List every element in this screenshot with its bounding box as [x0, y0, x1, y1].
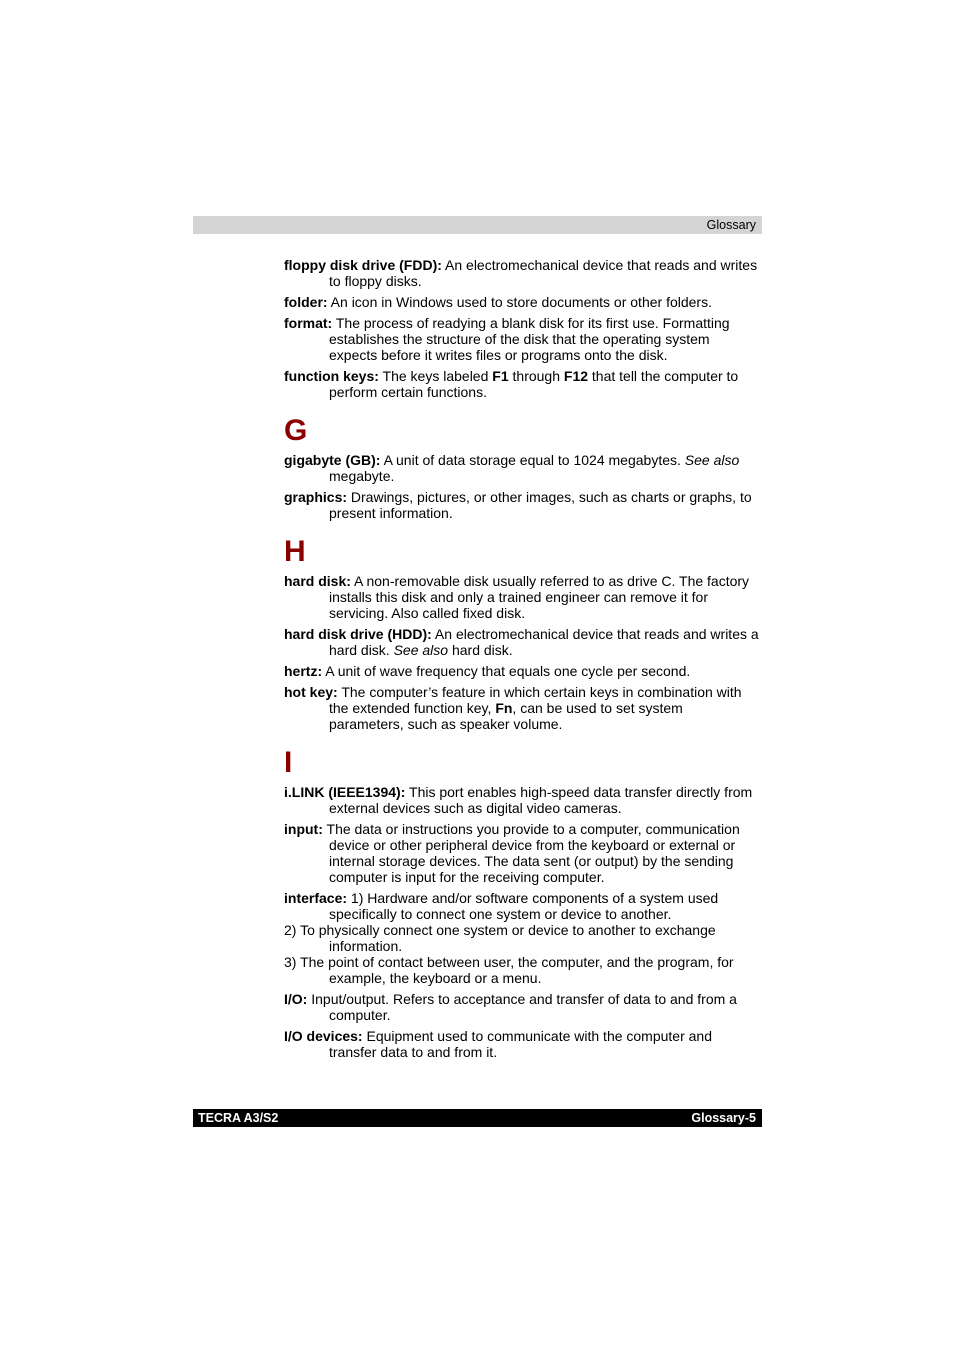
entry-term: hertz:: [284, 663, 323, 679]
entry-term: folder:: [284, 294, 328, 310]
entry-definition: An electromechanical device that reads and writes a hard disk.: [329, 626, 759, 658]
see-also: See also: [393, 642, 449, 658]
entry-definition: through: [508, 368, 564, 384]
glossary-entry-hard-disk: [284, 573, 761, 621]
key-name: F1: [492, 368, 509, 384]
entry-definition: The process of readying a blank disk for its first use. Formatting establishes the structure of the disk that the operating system expects before it writes files or programs onto the disk.: [329, 315, 730, 363]
glossary-entry-hot-key: [284, 684, 761, 732]
key-name: Fn: [495, 700, 513, 716]
glossary-entry-gigabyte: [284, 452, 761, 484]
glossary-entry-input: [284, 821, 761, 885]
entry-definition: An electromechanical device that reads and writes to floppy disks.: [329, 257, 758, 289]
glossary-entry-hard-disk-drive: [284, 626, 761, 658]
entry-term: function keys:: [284, 368, 379, 384]
running-footer: [193, 1109, 762, 1127]
entry-definition-part-3: 3) The point of contact between user, the computer, and the program, for example, the keyboard or a menu.: [284, 954, 734, 986]
entry-term: interface:: [284, 890, 348, 906]
entry-term: floppy disk drive (FDD):: [284, 257, 442, 273]
glossary-content: [284, 257, 761, 1065]
entry-definition: A non-removable disk usually referred to as drive C. The factory installs this disk and only a trained engineer can remove it for servicing. Also called fixed disk.: [329, 573, 750, 621]
entry-definition: that tell the computer to perform certain functions.: [329, 368, 739, 400]
entry-term: gigabyte (GB):: [284, 452, 381, 468]
section-letter-h: H: [284, 535, 306, 568]
footer-page-number: Glossary-5: [691, 1111, 756, 1125]
entry-term: graphics:: [284, 489, 348, 505]
entry-definition: A unit of wave frequency that equals one cycle per second.: [322, 663, 691, 679]
entry-term: hard disk drive (HDD):: [284, 626, 432, 642]
key-name: F12: [563, 368, 589, 384]
entry-definition: This port enables high-speed data transfer directly from external devices such as digital video cameras.: [329, 784, 753, 816]
glossary-entry-ilink: [284, 784, 761, 816]
running-header: [193, 216, 762, 234]
section-letter-g: G: [284, 414, 308, 447]
glossary-entry-graphics: [284, 489, 761, 521]
cross-reference: hard disk.: [448, 642, 513, 658]
entry-definition: Input/output. Refers to acceptance and transfer of data to and from a computer.: [307, 991, 737, 1023]
entry-definition: , can be used to set system parameters, such as speaker volume.: [329, 700, 683, 732]
entry-term: I/O:: [284, 991, 308, 1007]
entry-term: i.LINK (IEEE1394):: [284, 784, 406, 800]
entry-definition: 1) Hardware and/or software components of a system used specifically to connect one system or device to another.: [329, 890, 719, 922]
entry-definition: A unit of data storage equal to 1024 megabytes.: [380, 452, 685, 468]
entry-definition: The keys labeled: [378, 368, 493, 384]
glossary-entry-hertz: [284, 663, 761, 679]
entry-definition: Equipment used to communicate with the computer and transfer data to and from it.: [329, 1028, 713, 1060]
entry-definition: The computer’s feature in which certain keys in combination with the extended function key,: [329, 684, 742, 716]
footer-product-name: TECRA A3/S2: [198, 1111, 279, 1125]
entry-definition: Drawings, pictures, or other images, such as charts or graphs, to present information.: [329, 489, 752, 521]
entry-definition: The data or instructions you provide to a computer, communication device or other peripheral device from the keyboard or external or internal storage devices. The data sent (or output) by the sending computer is input for the receiving computer.: [322, 821, 740, 885]
glossary-entry-interface: [284, 890, 761, 986]
glossary-entry-io-devices: [284, 1028, 761, 1060]
entry-term: format:: [284, 315, 333, 331]
entry-definition: An icon in Windows used to store documents or other folders.: [327, 294, 712, 310]
entry-term: I/O devices:: [284, 1028, 363, 1044]
glossary-entry-floppy-disk-drive: [284, 257, 761, 289]
cross-reference: megabyte.: [329, 468, 395, 484]
entry-term: hard disk:: [284, 573, 351, 589]
entry-term: input:: [284, 821, 323, 837]
glossary-entry-function-keys: [284, 368, 761, 400]
section-letter-i: I: [284, 746, 293, 779]
glossary-entry-format: [284, 315, 761, 363]
entry-definition-part-2: 2) To physically connect one system or device to another to exchange information.: [284, 922, 716, 954]
glossary-entry-io: [284, 991, 761, 1023]
glossary-entry-folder: [284, 294, 761, 310]
header-section-title: Glossary: [706, 218, 756, 232]
entry-term: hot key:: [284, 684, 338, 700]
see-also: See also: [684, 452, 740, 468]
